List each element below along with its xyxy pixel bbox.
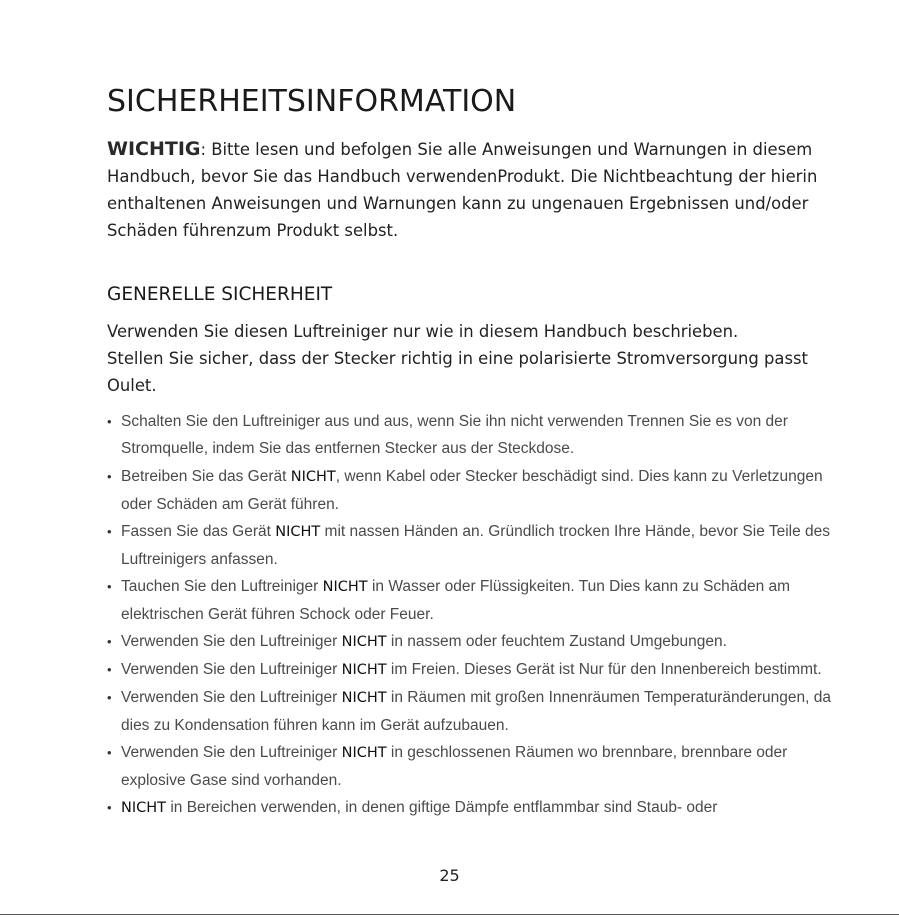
nicht-emphasis: NICHT: [341, 662, 387, 678]
important-notice: [107, 136, 847, 244]
nicht-emphasis: NICHT: [290, 469, 336, 485]
bullet-text: Verwenden Sie den Luftreiniger: [121, 689, 342, 706]
footer-rule: [0, 914, 899, 915]
bullet-text: in Bereichen verwenden, in denen giftige Dämpfe entflammbar sind Staub- oder: [166, 799, 718, 816]
nicht-emphasis: NICHT: [341, 634, 387, 650]
nicht-emphasis: NICHT: [341, 745, 387, 761]
safety-bullet: [107, 656, 837, 684]
safety-bullet: [107, 573, 837, 628]
safety-bullet-list: [107, 408, 837, 822]
nicht-emphasis: NICHT: [322, 579, 368, 595]
general-line: Verwenden Sie diesen Luftreiniger nur wie in diesem Handbuch beschrieben.: [107, 322, 739, 341]
bullet-text: Verwenden Sie den Luftreiniger: [121, 633, 342, 650]
page-number: 25: [439, 866, 460, 885]
bullet-text: Schalten Sie den Luftreiniger aus und aus, wenn Sie ihn nicht verwenden Trennen Sie es von der Stromquelle, indem Sie das entfernen Stecker aus der Steckdose.: [121, 413, 788, 457]
safety-bullet: [107, 463, 837, 518]
important-text: Bitte lesen und befolgen Sie alle Anweisungen und Warnungen in diesem Handbuch, bevor Sie das Handbuch verwendenProdukt. Die Nichtbeachtung der hierin enthaltenen Anweisungen und Warnungen kann zu ungenauen Ergebnissen und/oder Schäden führenzum Produkt selbst.: [107, 140, 818, 240]
safety-bullet: [107, 739, 837, 794]
bullet-text: , wenn Kabel oder Stecker beschädigt sind. Dies kann zu Verletzungen oder Schäden am Gerät führen.: [121, 468, 823, 513]
bullet-text: Tauchen Sie den Luftreiniger: [121, 578, 323, 595]
nicht-emphasis: NICHT: [121, 800, 167, 816]
general-line: Stellen Sie sicher, dass der Stecker richtig in eine polarisierte Stromversorgung passt Oulet.: [107, 349, 808, 395]
safety-bullet: [107, 628, 837, 656]
bullet-text: Betreiben Sie das Gerät: [121, 468, 291, 485]
general-safety-text: [107, 318, 857, 399]
bullet-text: in nassem oder feuchtem Zustand Umgebungen.: [386, 633, 727, 650]
safety-bullet: [107, 684, 837, 739]
safety-bullet: [107, 408, 837, 463]
page-title: SICHERHEITSINFORMATION: [107, 84, 517, 119]
nicht-emphasis: NICHT: [275, 524, 321, 540]
safety-bullet: [107, 518, 837, 573]
bullet-text: Verwenden Sie den Luftreiniger: [121, 744, 342, 761]
bullet-text: Fassen Sie das Gerät: [121, 523, 276, 540]
bullet-text: mit nassen Händen an. Gründlich trocken Ihre Hände, bevor Sie Teile des Luftreinigers anfassen.: [121, 523, 831, 568]
safety-bullet: [107, 794, 837, 822]
important-label: WICHTIG: [107, 138, 201, 160]
bullet-text: in Räumen mit großen Innenräumen Temperaturänderungen, da dies zu Kondensation führen kann im Gerät aufzubauen.: [121, 689, 831, 734]
section-title: GENERELLE SICHERHEIT: [107, 284, 333, 305]
bullet-text: im Freien. Dieses Gerät ist Nur für den Innenbereich bestimmt.: [386, 661, 822, 678]
nicht-emphasis: NICHT: [341, 690, 387, 706]
bullet-text: in geschlossenen Räumen wo brennbare, brennbare oder explosive Gase sind vorhanden.: [121, 744, 788, 789]
bullet-text: in Wasser oder Flüssigkeiten. Tun Dies kann zu Schäden am elektrischen Gerät führen Schock oder Feuer.: [121, 578, 791, 623]
bullet-text: Verwenden Sie den Luftreiniger: [121, 661, 342, 678]
important-separator: :: [200, 140, 212, 159]
